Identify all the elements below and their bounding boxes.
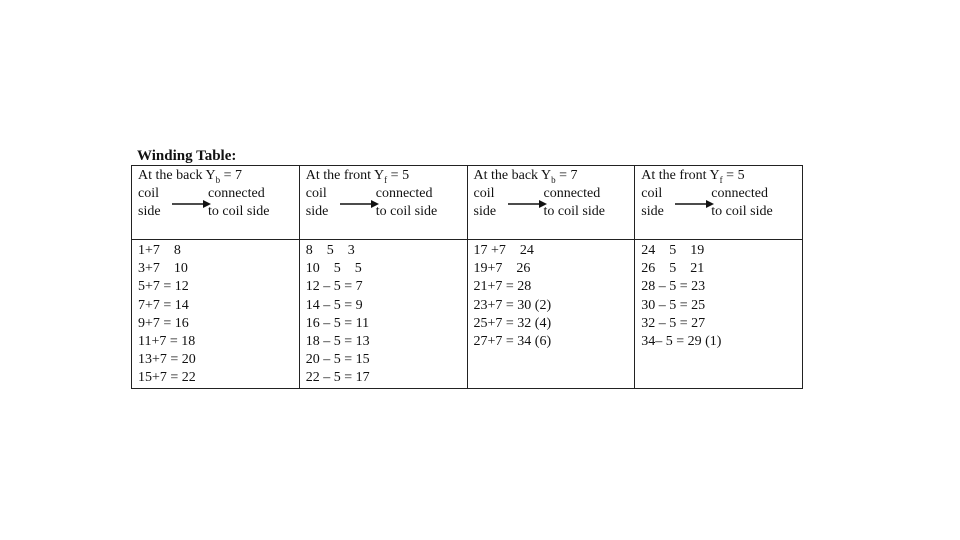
table-entry: 15+7 = 22 bbox=[138, 370, 196, 386]
table-entry: 3+7 10 bbox=[138, 261, 188, 277]
entries-cell-front-1 bbox=[299, 240, 467, 389]
entries-cell-back-1 bbox=[132, 240, 300, 389]
connected-to-label: connected to coil side bbox=[543, 186, 605, 219]
table-entry: 7+7 = 14 bbox=[138, 297, 189, 313]
connected-to-label: connected to coil side bbox=[711, 186, 773, 219]
table-entry: 11+7 = 18 bbox=[138, 334, 196, 350]
entries-cell-front-2 bbox=[635, 240, 803, 389]
table-entry: 9+7 = 16 bbox=[138, 315, 189, 331]
connected-to-label: connected to coil side bbox=[208, 186, 270, 219]
table-entry: 14 – 5 = 9 bbox=[305, 297, 363, 313]
coil-side-label: coil side bbox=[641, 186, 664, 219]
right-arrow-icon bbox=[340, 198, 380, 210]
table-entry: 34– 5 = 29 (1) bbox=[641, 334, 722, 350]
coil-side-label: coil side bbox=[305, 186, 329, 219]
table-entry: 27+7 = 34 (6) bbox=[473, 334, 552, 350]
table-entry: 17 +7 24 bbox=[473, 243, 534, 258]
table-entry: 32 – 5 = 27 bbox=[641, 315, 706, 331]
table-entry: 24 5 19 bbox=[641, 243, 705, 258]
coil-side-label: coil side bbox=[473, 186, 497, 219]
table-entry: 23+7 = 30 (2) bbox=[473, 297, 552, 313]
table-title: Winding Table: bbox=[137, 148, 237, 164]
winding-table bbox=[131, 165, 803, 389]
right-arrow-icon bbox=[675, 198, 715, 210]
table-entry: 1+7 8 bbox=[138, 243, 181, 258]
table-entry: 28 – 5 = 23 bbox=[641, 279, 706, 295]
entries-cell-back-2 bbox=[467, 240, 635, 389]
table-entry: 21+7 = 28 bbox=[473, 279, 532, 295]
header-cell-front-2 bbox=[635, 166, 803, 240]
table-header-row bbox=[132, 166, 803, 240]
right-arrow-icon bbox=[172, 198, 212, 210]
column-heading: At the back $Y_b = 7$ bbox=[473, 168, 578, 185]
column-heading: At the front $Y_f = 5$ bbox=[641, 168, 745, 185]
table-entry: 30 – 5 = 25 bbox=[641, 297, 706, 313]
table-entry: 19+7 26 bbox=[473, 261, 531, 277]
connected-to-label: connected to coil side bbox=[375, 186, 438, 219]
table-entry: 25+7 = 32 (4) bbox=[473, 315, 552, 331]
table-entry: 18 – 5 = 13 bbox=[305, 334, 370, 350]
column-heading: At the front $Y_f = 5$ bbox=[305, 168, 410, 185]
table-body-row bbox=[132, 240, 803, 389]
header-cell-back-1 bbox=[132, 166, 300, 240]
right-arrow-icon bbox=[508, 198, 548, 210]
table-entry: 26 5 21 bbox=[641, 261, 705, 277]
table-entry: 22 – 5 = 17 bbox=[305, 370, 370, 386]
table-entry: 13+7 = 20 bbox=[138, 352, 196, 368]
table-entry: 20 – 5 = 15 bbox=[305, 352, 370, 368]
table-entry: 12 – 5 = 7 bbox=[305, 279, 363, 295]
header-cell-back-2 bbox=[467, 166, 635, 240]
header-cell-front-1 bbox=[299, 166, 467, 240]
column-heading: At the back $Y_b = 7$ bbox=[138, 168, 243, 185]
table-entry: 10 5 5 bbox=[305, 261, 362, 277]
table-entry: 8 5 3 bbox=[305, 243, 355, 258]
table-entry: 16 – 5 = 11 bbox=[305, 315, 370, 331]
table-entry: 5+7 = 12 bbox=[138, 279, 189, 295]
coil-side-label: coil side bbox=[138, 186, 161, 219]
